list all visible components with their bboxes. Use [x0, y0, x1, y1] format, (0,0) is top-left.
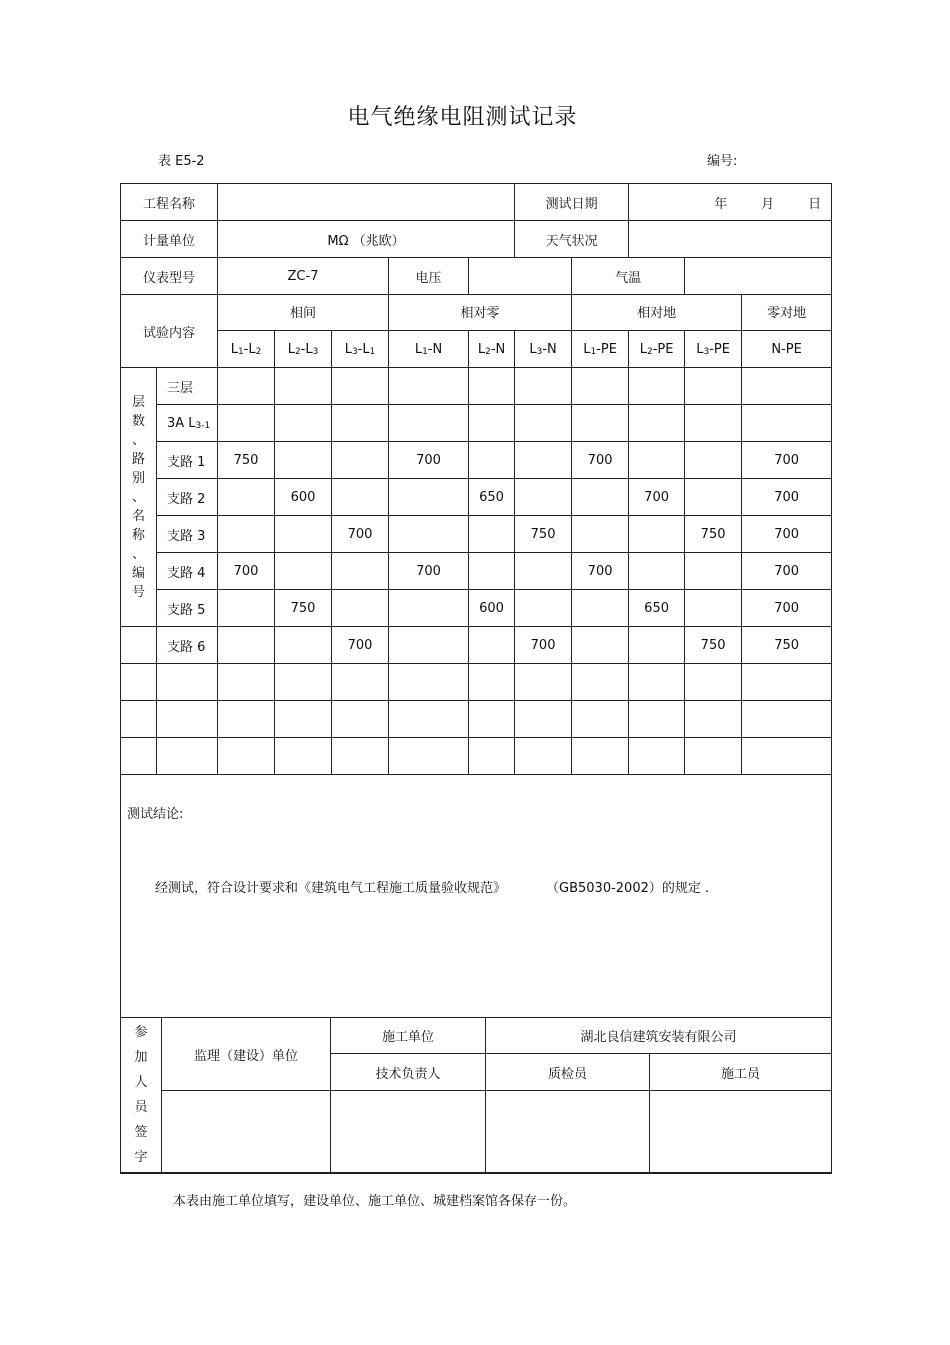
measurement-cell[interactable] — [629, 442, 685, 479]
test-record-table — [120, 183, 832, 1018]
measurement-cell[interactable] — [515, 664, 572, 701]
test-date-value[interactable] — [629, 184, 832, 221]
table-row — [121, 368, 832, 405]
measurement-cell[interactable] — [629, 516, 685, 553]
side-cell — [121, 701, 157, 738]
row-name: 支路 6 — [157, 627, 218, 664]
temperature-value[interactable] — [685, 258, 832, 295]
date-year: 年 — [714, 196, 728, 212]
measurement-cell[interactable]: 700 — [629, 479, 685, 516]
measurement-cell[interactable] — [685, 442, 742, 479]
measurement-cell[interactable] — [332, 701, 389, 738]
side-cell — [121, 738, 157, 775]
table-row — [121, 516, 832, 553]
tech-lead-signature[interactable] — [331, 1091, 486, 1173]
page-title: 电气绝缘电阻测试记录 — [347, 105, 578, 130]
measurement-cell[interactable] — [275, 701, 332, 738]
measurement-cell[interactable] — [515, 368, 572, 405]
measurement-cell[interactable]: 700 — [515, 627, 572, 664]
side-cell — [121, 664, 157, 701]
table-row — [121, 627, 832, 664]
measurement-cell[interactable] — [218, 738, 275, 775]
measurement-cell[interactable] — [332, 664, 389, 701]
measurement-cell[interactable] — [469, 553, 515, 590]
measurement-cell[interactable]: 750 — [218, 442, 275, 479]
measurement-cell[interactable] — [389, 590, 469, 627]
measurement-cell[interactable] — [332, 368, 389, 405]
group-phase-to-neutral: 相对零 — [389, 295, 572, 331]
participants-sign-label: 参 加 人 员 签 字 — [121, 1018, 162, 1173]
measurement-cell[interactable] — [572, 590, 629, 627]
column-header: $L_2-L_3$ — [275, 331, 332, 368]
measurement-cell[interactable] — [629, 664, 685, 701]
column-header: $L_3-N$ — [515, 331, 572, 368]
measurement-cell[interactable]: 700 — [389, 553, 469, 590]
measurement-cell[interactable] — [572, 516, 629, 553]
measurement-cell[interactable] — [275, 442, 332, 479]
inspector-signature[interactable] — [486, 1091, 650, 1173]
measurement-cell[interactable] — [469, 738, 515, 775]
measurement-cell[interactable] — [515, 701, 572, 738]
group-phase-to-ground: 相对地 — [572, 295, 742, 331]
measurement-cell[interactable] — [218, 479, 275, 516]
measurement-cell[interactable] — [275, 516, 332, 553]
weather-label: 天气状况 — [515, 221, 629, 258]
row-name: 三层 — [157, 368, 218, 405]
measurement-cell[interactable] — [218, 405, 275, 442]
measurement-cell[interactable] — [218, 590, 275, 627]
measurement-cell[interactable] — [629, 738, 685, 775]
measurement-cell[interactable] — [389, 479, 469, 516]
measurement-cell[interactable] — [742, 368, 832, 405]
measurement-cell[interactable]: 600 — [275, 479, 332, 516]
measurement-cell[interactable]: 600 — [469, 590, 515, 627]
measurement-cell[interactable]: 750 — [275, 590, 332, 627]
table-row — [121, 405, 832, 442]
measurement-cell[interactable] — [685, 738, 742, 775]
measurement-cell[interactable] — [218, 368, 275, 405]
measurement-cell[interactable] — [469, 701, 515, 738]
measurement-cell[interactable] — [275, 405, 332, 442]
measurement-cell[interactable] — [275, 738, 332, 775]
measurement-cell[interactable] — [275, 368, 332, 405]
table-row — [121, 738, 832, 775]
column-header: N-PE — [742, 331, 832, 368]
measurement-cell[interactable] — [332, 479, 389, 516]
measurement-cell[interactable]: 750 — [685, 516, 742, 553]
measurement-cell[interactable] — [332, 738, 389, 775]
table-row — [121, 442, 832, 479]
measurement-cell[interactable] — [469, 405, 515, 442]
temperature-label: 气温 — [572, 258, 685, 295]
measurement-cell[interactable] — [218, 664, 275, 701]
measurement-cell[interactable] — [389, 738, 469, 775]
group-neutral-to-ground: 零对地 — [742, 295, 832, 331]
row-name: 支路 1 — [157, 442, 218, 479]
column-header: $L_1-N$ — [389, 331, 469, 368]
project-name-value[interactable] — [218, 184, 515, 221]
layer-route-label: 层 数 、 路 别 、 名 称 、 编 号 — [121, 368, 157, 627]
tech-lead-label: 技术负责人 — [331, 1054, 486, 1091]
meter-label: 仪表型号 — [121, 258, 218, 295]
row-name: 支路 2 — [157, 479, 218, 516]
row-name — [157, 738, 218, 775]
table-row — [121, 479, 832, 516]
measurement-cell[interactable]: 650 — [469, 479, 515, 516]
table-row — [121, 590, 832, 627]
column-header: $L_2-PE$ — [629, 331, 685, 368]
measurement-cell[interactable] — [572, 405, 629, 442]
date-month: 月 — [761, 196, 775, 212]
measurement-cell[interactable]: 750 — [742, 627, 832, 664]
measurement-cell[interactable] — [629, 405, 685, 442]
row-name: 支路 3 — [157, 516, 218, 553]
measurement-cell[interactable] — [685, 479, 742, 516]
table-row — [121, 553, 832, 590]
measurement-cell[interactable] — [389, 516, 469, 553]
row-name — [157, 664, 218, 701]
measurement-cell[interactable]: 700 — [742, 479, 832, 516]
construction-unit-label: 施工单位 — [331, 1018, 486, 1054]
supervisor-signature[interactable] — [162, 1091, 331, 1173]
measurement-cell[interactable] — [515, 738, 572, 775]
measurement-cell[interactable] — [469, 664, 515, 701]
measurement-cell[interactable] — [469, 516, 515, 553]
table-row — [121, 701, 832, 738]
worker-label: 施工员 — [650, 1054, 832, 1091]
signature-table — [120, 1017, 832, 1174]
column-header: $L_3-L_1$ — [332, 331, 389, 368]
measurement-cell[interactable]: 700 — [572, 553, 629, 590]
measurement-cell[interactable]: 700 — [742, 553, 832, 590]
meter-value: ZC-7 — [218, 258, 389, 295]
voltage-label: 电压 — [389, 258, 469, 295]
measurement-cell[interactable] — [572, 627, 629, 664]
measurement-cell[interactable] — [629, 701, 685, 738]
supervisor-unit-label: 监理（建设）单位 — [162, 1018, 331, 1091]
measurement-cell[interactable] — [469, 368, 515, 405]
measurement-cell[interactable] — [332, 442, 389, 479]
column-header: $L_1-L_2$ — [218, 331, 275, 368]
column-header: $L_2-N$ — [469, 331, 515, 368]
worker-signature[interactable] — [650, 1091, 832, 1173]
measurement-cell[interactable] — [332, 405, 389, 442]
conclusion-section — [121, 775, 832, 1018]
measurement-cell[interactable] — [742, 701, 832, 738]
conclusion-text: 经测试，符合设计要求和《建筑电气工程施工质量验收规范》 （GB5030-2002）的规定 . — [155, 881, 710, 896]
measurement-cell[interactable] — [572, 701, 629, 738]
measurement-cell[interactable] — [389, 701, 469, 738]
date-day: 日 — [808, 196, 822, 212]
construction-unit-value: 湖北良信建筑安装有限公司 — [486, 1018, 832, 1054]
measurement-cell[interactable]: 700 — [742, 590, 832, 627]
measurement-cell[interactable] — [469, 627, 515, 664]
measurement-cell[interactable] — [515, 553, 572, 590]
measurement-cell[interactable] — [332, 553, 389, 590]
measurement-cell[interactable] — [572, 368, 629, 405]
measurement-cell[interactable]: 700 — [332, 627, 389, 664]
row-name: 支路 5 — [157, 590, 218, 627]
measurement-cell[interactable]: 700 — [332, 516, 389, 553]
measurement-cell[interactable] — [389, 368, 469, 405]
measurement-cell[interactable] — [275, 553, 332, 590]
measurement-cell[interactable] — [685, 405, 742, 442]
unit-label: 计量单位 — [121, 221, 218, 258]
measurement-cell[interactable] — [685, 368, 742, 405]
measurement-cell[interactable] — [389, 664, 469, 701]
measurement-cell[interactable]: 700 — [742, 516, 832, 553]
measurement-cell[interactable] — [218, 516, 275, 553]
measurement-cell[interactable] — [515, 442, 572, 479]
measurement-cell[interactable] — [218, 627, 275, 664]
project-name-label: 工程名称 — [121, 184, 218, 221]
measurement-cell[interactable] — [515, 405, 572, 442]
test-content-label: 试验内容 — [121, 295, 218, 368]
measurement-cell[interactable] — [629, 627, 685, 664]
table-row — [121, 664, 832, 701]
measurement-cell[interactable] — [275, 664, 332, 701]
row-name — [157, 701, 218, 738]
measurement-cell[interactable] — [572, 479, 629, 516]
measurement-cell[interactable] — [685, 664, 742, 701]
measurement-cell[interactable] — [515, 479, 572, 516]
measurement-cell[interactable] — [742, 664, 832, 701]
measurement-cell[interactable] — [572, 664, 629, 701]
measurement-cell[interactable] — [469, 442, 515, 479]
inspector-label: 质检员 — [486, 1054, 650, 1091]
measurement-cell[interactable]: 650 — [629, 590, 685, 627]
measurement-cell[interactable]: 700 — [389, 442, 469, 479]
measurement-cell[interactable] — [275, 627, 332, 664]
row-name: 3A $L_{3-1}$ — [157, 405, 218, 442]
unit-value: MΩ （兆欧） — [218, 221, 515, 258]
group-phase-to-phase: 相间 — [218, 295, 389, 331]
measurement-cell[interactable] — [572, 738, 629, 775]
measurement-cell[interactable] — [685, 701, 742, 738]
measurement-cell[interactable]: 700 — [218, 553, 275, 590]
measurement-cell[interactable] — [389, 627, 469, 664]
measurement-cell[interactable] — [332, 590, 389, 627]
measurement-cell[interactable]: 700 — [742, 442, 832, 479]
column-header: $L_1-PE$ — [572, 331, 629, 368]
voltage-value[interactable] — [469, 258, 572, 295]
measurement-cell[interactable] — [629, 553, 685, 590]
weather-value[interactable] — [629, 221, 832, 258]
measurement-cell[interactable]: 750 — [685, 627, 742, 664]
measurement-cell[interactable] — [515, 590, 572, 627]
serial-number-label: 编号: — [707, 154, 738, 169]
form-number: 表 E5-2 — [158, 154, 205, 169]
measurement-cell[interactable]: 700 — [572, 442, 629, 479]
measurement-cell[interactable]: 750 — [515, 516, 572, 553]
row-name: 支路 4 — [157, 553, 218, 590]
measurement-cell[interactable] — [685, 553, 742, 590]
measurement-cell[interactable] — [742, 738, 832, 775]
measurement-cell[interactable] — [218, 701, 275, 738]
column-header: $L_3-PE$ — [685, 331, 742, 368]
measurement-cell[interactable] — [685, 590, 742, 627]
footer-note: 本表由施工单位填写，建设单位、施工单位、城建档案馆各保存一份。 — [173, 1194, 577, 1209]
side-cell — [121, 627, 157, 664]
measurement-cell[interactable] — [389, 405, 469, 442]
test-date-label: 测试日期 — [515, 184, 629, 221]
measurement-cell[interactable] — [742, 405, 832, 442]
measurement-cell[interactable] — [629, 368, 685, 405]
conclusion-label: 测试结论: — [127, 807, 184, 822]
